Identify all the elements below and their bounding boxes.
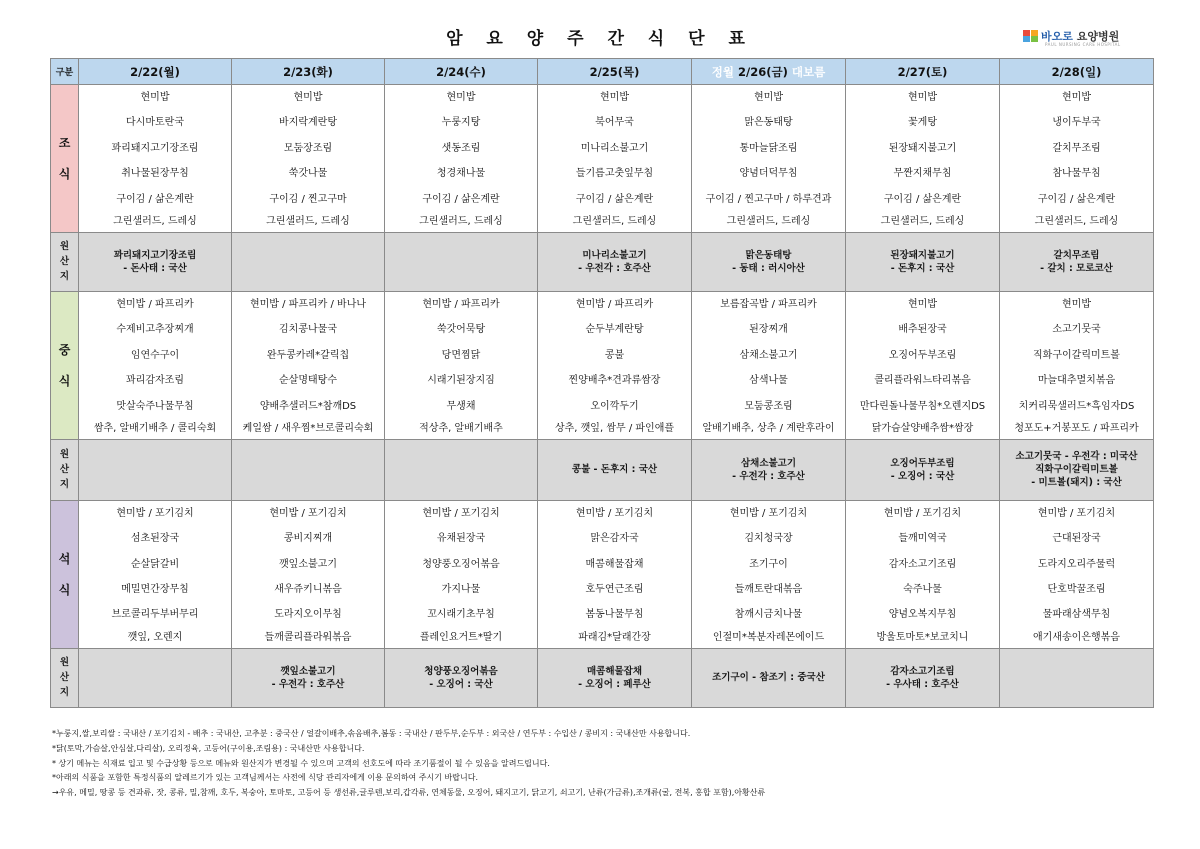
breakfast-cell — [1000, 85, 1154, 233]
menu-item: 미나리소불고기 — [580, 142, 649, 154]
breakfast-label: 조 식 — [51, 85, 79, 233]
origin-cell — [1000, 648, 1154, 707]
footnote: →우유, 메밀, 땅콩 등 견과류, 잣, 콩류, 밀,참깨, 호두, 복숭아, 토마토, 고등어 등 생선류,글루텐,보리,갑각류, 연체동물, 오징어, 돼지고기, 닭고기, 쇠고기, 난류(가금류),조개류(굴, 전복, 홍합 포함),아황산류 — [52, 788, 766, 798]
lunch-origin-row — [51, 439, 1154, 500]
origin-line: - 돈사태 : 국산 — [123, 262, 187, 274]
origin-cell — [79, 232, 232, 291]
menu-item: 순두부계란탕 — [585, 324, 644, 336]
menu-item: 오이깍두기 — [590, 400, 639, 412]
menu-item: 무짠지채무침 — [893, 168, 952, 180]
breakfast-cell — [79, 85, 232, 233]
menu-item: 물파래삼색무침 — [1042, 609, 1111, 621]
origin-line: - 갈치 : 모로코산 — [1040, 262, 1113, 274]
logo-mark-icon — [1023, 30, 1039, 42]
origin-line: - 돈후지 : 국산 — [890, 262, 955, 274]
origin-line: - 우전각 : 호주산 — [271, 678, 345, 690]
hospital-logo — [1023, 26, 1143, 52]
menu-item: 배추된장국 — [898, 324, 947, 336]
breakfast-cell — [692, 85, 846, 233]
weekly-menu-table — [50, 58, 1154, 708]
menu-item: 꽈리돼지고기장조림 — [111, 142, 199, 154]
menu-item: 꼬시래기초무침 — [427, 609, 495, 621]
menu-item: 참깨시금치나물 — [734, 609, 803, 621]
menu-item: 수제비고추장찌개 — [116, 324, 194, 336]
origin-cell — [692, 648, 846, 707]
menu-item: 쑥갓나물 — [288, 168, 328, 180]
origin-line: 오징어두부조림 — [890, 457, 955, 469]
footnote: *아래의 식품을 포함한 특정식품의 알레르기가 있는 고객님께서는 사전에 식당 관리자에게 이용 문의하여 주시기 바랍니다. — [52, 773, 478, 783]
origin-cell — [232, 648, 385, 707]
dinner-cell — [846, 500, 1000, 648]
menu-item: 치커리묵샐러드*흑임자DS — [1018, 400, 1135, 412]
menu-item: 삼색나물 — [749, 375, 788, 387]
menu-item: 순살닭갈비 — [130, 558, 180, 570]
breakfast-origin-row — [51, 232, 1154, 291]
logo-name: 바오로 요양병원 — [1041, 30, 1120, 43]
menu-item: 구이김 / 삶은계란 — [422, 193, 500, 205]
origin-line: - 우전각 : 호주산 — [732, 470, 805, 482]
menu-item: 현미밥 — [1062, 92, 1091, 103]
origin-line: 삼채소불고기 — [740, 457, 797, 469]
menu-item: 그린샐러드, 드레싱 — [880, 215, 965, 227]
menu-item: 보름잡곡밥 / 파프리카 — [720, 298, 817, 310]
menu-item: 콜리플라워느타리볶음 — [874, 375, 971, 387]
menu-item: 현미밥 / 포기김치 — [883, 507, 962, 519]
menu-item: 맛살숙주나물무침 — [116, 400, 194, 412]
menu-item: 애기새송이은행볶음 — [1033, 631, 1120, 643]
menu-item: 도라지오이무침 — [274, 609, 342, 621]
menu-item: 완두콩카레*갈릭칩 — [266, 349, 350, 361]
menu-item: 현미밥 — [140, 92, 170, 103]
origin-cell — [79, 648, 232, 707]
menu-item: 구이김 / 삶은계란 — [883, 193, 962, 205]
menu-item: 누룽지탕 — [441, 117, 481, 129]
menu-item: 맑은동태탕 — [744, 117, 793, 129]
menu-item: 섬초된장국 — [130, 533, 180, 545]
menu-item: 양념오복지무침 — [888, 609, 957, 621]
menu-item: 구이김 / 찐고구마 — [269, 193, 347, 205]
menu-item: 현미밥 / 파프리카 / 바나나 — [249, 298, 367, 310]
menu-item: 북어무국 — [595, 117, 634, 129]
menu-item: 감자소고기조림 — [888, 558, 957, 570]
menu-item: 된장돼지불고기 — [888, 142, 957, 154]
origin-cell — [692, 232, 846, 291]
menu-item: 파래김*달래간장 — [578, 631, 651, 643]
menu-item: 깻잎, 오렌지 — [127, 631, 183, 643]
menu-item: 닭가슴살양배추쌈*쌈장 — [871, 422, 974, 434]
menu-item: 매콤해물잡채 — [585, 558, 644, 570]
origin-line: - 오징어 : 국산 — [429, 678, 493, 690]
menu-item: 현미밥 / 포기김치 — [1037, 507, 1116, 519]
holiday-suffix: 대보름 — [791, 64, 826, 79]
menu-item: 숙주나물 — [903, 584, 942, 596]
menu-item: 된장찌개 — [749, 324, 788, 336]
menu-item: 알배기배추, 상추 / 계란후라이 — [702, 422, 835, 434]
origin-cell — [846, 439, 1000, 500]
menu-item: 구이김 / 찐고구마 / 하루견과 — [705, 193, 832, 205]
lunch-cell — [846, 291, 1000, 439]
dinner-cell — [692, 500, 846, 648]
menu-item: 현미밥 — [446, 92, 476, 103]
menu-item: 현미밥 / 포기김치 — [422, 507, 500, 519]
footnote: * 상기 메뉴는 식재료 입고 및 수급상황 등으로 메뉴와 원산지가 변경될 수 있으며 고객의 선호도에 따라 조기품절이 될 수 있음을 알려드립니다. — [52, 758, 550, 768]
origin-cell — [538, 648, 692, 707]
menu-item: 적상추, 알배기배추 — [419, 422, 503, 434]
header-day: 2/22(월) — [79, 59, 232, 85]
origin-cell — [232, 232, 385, 291]
menu-item: 만다린돌나물무침*오렌지DS — [859, 400, 986, 412]
breakfast-cell — [385, 85, 538, 233]
menu-item: 임연수구이 — [130, 349, 180, 361]
menu-item: 새우쥬키니볶음 — [274, 584, 342, 596]
lunch-cell — [232, 291, 385, 439]
menu-item: 현미밥 — [1062, 298, 1091, 310]
menu-item: 통마늘닭조림 — [739, 142, 798, 154]
menu-item: 인절미*복분자레몬에이드 — [712, 631, 825, 643]
menu-item: 그린샐러드, 드레싱 — [266, 215, 350, 227]
menu-item: 케일쌈 / 새우찜*브로콜리숙회 — [242, 422, 374, 434]
menu-item: 순살명태탕수 — [279, 375, 337, 387]
menu-item: 구이김 / 삶은계란 — [575, 193, 654, 205]
menu-item: 꽈리감자조림 — [126, 375, 184, 387]
origin-line: 맑은동태탕 — [745, 249, 792, 261]
header-day: 2/27(토) — [846, 59, 1000, 85]
menu-item: 조기구이 — [749, 558, 788, 570]
menu-item: 깻잎소불고기 — [279, 558, 337, 570]
menu-item: 마늘대추멸치볶음 — [1037, 375, 1116, 387]
origin-cell — [79, 439, 232, 500]
menu-item: 쌈추, 알배기배추 / 콜리숙회 — [93, 422, 217, 434]
menu-item: 콩비지찌개 — [283, 533, 333, 545]
header-day: 2/24(수) — [385, 59, 538, 85]
menu-item: 청포도+거봉포도 / 파프리카 — [1014, 422, 1139, 434]
menu-item: 메밀면간장무침 — [121, 584, 189, 596]
header-row — [51, 59, 1154, 85]
menu-item: 현미밥 — [600, 92, 629, 103]
menu-item: 맑은감자국 — [590, 533, 639, 545]
menu-item: 김치청국장 — [744, 533, 793, 545]
origin-label: 원 산 지 — [51, 232, 79, 291]
origin-cell — [232, 439, 385, 500]
lunch-cell — [385, 291, 538, 439]
menu-item: 현미밥 / 파프리카 — [116, 298, 194, 310]
header-day: 2/25(목) — [538, 59, 692, 85]
menu-item: 현미밥 / 포기김치 — [116, 507, 194, 519]
origin-line: 청양풍오징어볶음 — [424, 665, 498, 677]
footnotes — [52, 727, 765, 801]
logo-subtitle: PAUL NURSING CARE HOSPITAL — [1045, 42, 1121, 47]
menu-item: 현미밥 — [754, 92, 783, 103]
origin-line: 조기구이 - 참조기 : 중국산 — [712, 672, 825, 684]
header-day: 2/26(금) — [738, 64, 788, 79]
menu-item: 청경채나물 — [436, 168, 486, 180]
breakfast-cell — [232, 85, 385, 233]
menu-item: 도라지오리주물럭 — [1037, 558, 1116, 570]
page-title: 암 요 양 주 간 식 단 표 — [446, 29, 754, 49]
menu-item: 현미밥 / 포기김치 — [269, 507, 347, 519]
dinner-label: 석 식 — [51, 500, 79, 648]
origin-cell — [846, 232, 1000, 291]
origin-cell — [846, 648, 1000, 707]
menu-item: 그린샐러드, 드레싱 — [113, 215, 197, 227]
menu-item: 브로콜리두부버무리 — [111, 609, 199, 621]
menu-item: 청양풍오징어볶음 — [422, 558, 500, 570]
header-corner: 구분 — [51, 59, 79, 85]
origin-label: 원 산 지 — [51, 648, 79, 707]
menu-item: 현미밥 / 파프리카 — [422, 298, 500, 310]
origin-cell — [1000, 232, 1154, 291]
menu-item: 김치콩나물국 — [279, 324, 337, 336]
menu-item: 양념더덕무침 — [739, 168, 798, 180]
dinner-cell — [1000, 500, 1154, 648]
menu-item: 현미밥 — [908, 92, 937, 103]
menu-item: 꽃게탕 — [908, 117, 937, 129]
lunch-label: 중 식 — [51, 291, 79, 439]
origin-line: 깻잎소불고기 — [280, 665, 336, 677]
origin-cell — [385, 439, 538, 500]
origin-line: - 우전각 : 호주산 — [578, 262, 651, 274]
dinner-cell — [79, 500, 232, 648]
origin-line: 직화구이갈릭미트볼 — [1035, 464, 1118, 476]
lunch-cell — [1000, 291, 1154, 439]
menu-item: 현미밥 / 파프리카 — [575, 298, 654, 310]
menu-item: 현미밥 / 포기김치 — [729, 507, 808, 519]
menu-item: 그린샐러드, 드레싱 — [419, 215, 503, 227]
header-day: 2/28(일) — [1000, 59, 1154, 85]
lunch-row — [51, 291, 1154, 439]
menu-item: 갈치무조림 — [1052, 142, 1101, 154]
menu-item: 오징어두부조림 — [888, 349, 957, 361]
menu-item: 샛동조림 — [441, 142, 481, 154]
lunch-cell — [538, 291, 692, 439]
origin-line: - 오징어 : 국산 — [890, 470, 955, 482]
header-day-holiday — [692, 59, 846, 85]
menu-item: 모둠장조림 — [283, 142, 333, 154]
menu-item: 가지나물 — [441, 584, 481, 596]
origin-label: 원 산 지 — [51, 439, 79, 500]
dinner-cell — [385, 500, 538, 648]
menu-item: 삼채소불고기 — [739, 349, 798, 361]
menu-item: 취나물된장무침 — [121, 168, 189, 180]
breakfast-row — [51, 85, 1154, 233]
menu-item: 소고기뭇국 — [1052, 324, 1101, 336]
origin-line: 콩불 - 돈후지 : 국산 — [571, 464, 658, 476]
origin-cell — [1000, 439, 1154, 500]
origin-cell — [538, 232, 692, 291]
header-day: 2/23(화) — [232, 59, 385, 85]
breakfast-cell — [846, 85, 1000, 233]
origin-line: - 미트볼(돼지) : 국산 — [1031, 477, 1122, 489]
dinner-cell — [232, 500, 385, 648]
menu-item: 콩불 — [604, 349, 625, 361]
menu-item: 찐양배추*견과류쌈장 — [568, 375, 661, 387]
origin-line: - 동태 : 러시아산 — [732, 262, 805, 274]
menu-item: 쑥갓어묵탕 — [436, 324, 486, 336]
origin-cell — [538, 439, 692, 500]
menu-item: 들기름고춧잎무침 — [575, 168, 654, 180]
menu-item: 당면찜닭 — [441, 349, 481, 361]
menu-item: 구이김 / 삶은계란 — [1037, 193, 1116, 205]
dinner-cell — [538, 500, 692, 648]
origin-cell — [385, 232, 538, 291]
dinner-row — [51, 500, 1154, 648]
origin-line: 된장돼지불고기 — [890, 249, 955, 261]
menu-item: 플레인요거트*딸기 — [419, 631, 503, 643]
menu-item: 들깨콜리플라워볶음 — [264, 631, 352, 643]
menu-item: 근대된장국 — [1052, 533, 1101, 545]
menu-item: 그린샐러드, 드레싱 — [726, 215, 811, 227]
origin-line: 감자소고기조림 — [890, 665, 955, 677]
menu-item: 유채된장국 — [436, 533, 486, 545]
menu-item: 들깨토란대볶음 — [734, 584, 803, 596]
menu-item: 호두연근조림 — [585, 584, 644, 596]
origin-line: 소고기뭇국 - 우전각 : 미국산 — [1015, 451, 1138, 463]
footnote: *누룽지,쌀,보리쌀 : 국내산 / 포기김치 - 배추 : 국내산, 고추분 : 중국산 / 얼갈이배추,솎음배추,봄동 : 국내산 / 판두부,순두부 : 외국산 / 연두부 : 수입산 / 콩비지 : 국내산만 사용합니다. — [52, 729, 691, 738]
menu-item: 봄동나물무침 — [585, 609, 644, 621]
dinner-origin-row — [51, 648, 1154, 707]
holiday-prefix: 정월 — [711, 64, 735, 79]
menu-item: 들깨미역국 — [898, 533, 947, 545]
origin-cell — [692, 439, 846, 500]
menu-item: 단호박꿀조림 — [1047, 584, 1106, 596]
menu-item: 직화구이갈릭미트볼 — [1033, 349, 1120, 361]
menu-item: 시래기된장지짐 — [427, 375, 495, 387]
menu-item: 현미밥 — [293, 92, 323, 103]
menu-item: 그린샐러드, 드레싱 — [1034, 215, 1119, 227]
menu-item: 현미밥 — [908, 298, 937, 310]
menu-item: 현미밥 / 포기김치 — [575, 507, 654, 519]
menu-item: 상추, 깻잎, 쌈무 / 파인애플 — [554, 422, 675, 434]
menu-item: 냉이두부국 — [1052, 117, 1101, 129]
origin-line: 꽈리돼지고기장조림 — [113, 249, 197, 261]
lunch-cell — [79, 291, 232, 439]
menu-item: 구이김 / 삶은계란 — [116, 193, 194, 205]
footnote: *닭(토막,가슴살,안심살,다리살), 오리정육, 고등어(구이용,조림용) : 국내산만 사용합니다. — [52, 743, 365, 753]
breakfast-cell — [538, 85, 692, 233]
menu-item: 바지락계란탕 — [279, 117, 337, 129]
menu-item: 양배추샐러드*참깨DS — [259, 400, 357, 412]
origin-line: - 오징어 : 페루산 — [578, 678, 651, 690]
origin-line: 매콤해물잡채 — [586, 665, 643, 677]
origin-line: - 우사태 : 호주산 — [886, 678, 959, 690]
origin-line: 갈치무조림 — [1053, 249, 1100, 261]
lunch-cell — [692, 291, 846, 439]
menu-item: 무생채 — [446, 400, 476, 412]
menu-item: 다시마토란국 — [126, 117, 184, 129]
menu-item: 방울토마토*보코치니 — [876, 631, 969, 643]
menu-item: 참나물무침 — [1052, 168, 1101, 180]
origin-cell — [385, 648, 538, 707]
origin-line: 미나리소불고기 — [582, 249, 647, 261]
menu-item: 그린샐러드, 드레싱 — [572, 215, 657, 227]
menu-item: 모둠콩조림 — [744, 400, 793, 412]
